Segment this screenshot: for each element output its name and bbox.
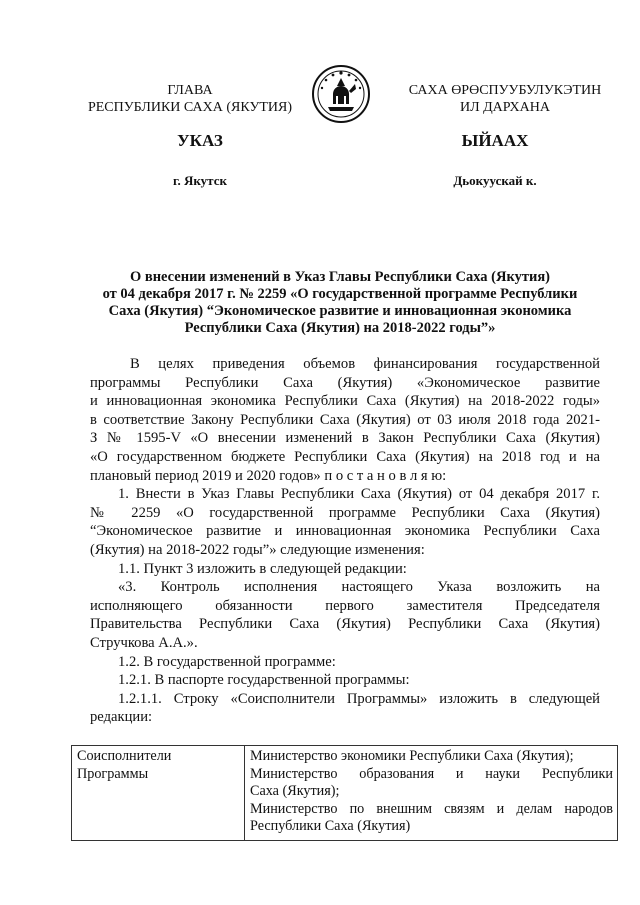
paragraph-line: плановый период 2019 и 2020 годов» п о с т а н о в л я ю: [90, 467, 447, 484]
paragraph-line: в соответствие Закону Республики Саха (Якутия) от 03 июля 2018 года 2021- [90, 411, 600, 428]
issuer-left-line2: РЕСПУБЛИКИ САХА (ЯКУТИЯ) [87, 100, 293, 115]
paragraph-line: Правительства Республики Саха (Якутия) Республики Саха (Якутия) [90, 616, 600, 633]
city-left: г. Якутск [173, 173, 227, 188]
title-line: от 04 декабря 2017 г. № 2259 «О государственной программе Республики [102, 286, 578, 302]
issuer-left-line1: ГЛАВА [167, 83, 213, 98]
paragraph-line: «3. Контроль исполнения настоящего Указа возложить на [118, 579, 600, 596]
table-label-cell [72, 746, 245, 841]
city-right: Дьокуускай к. [453, 173, 537, 188]
table-row [72, 746, 618, 841]
paragraph-line: «О государственном бюджете Республики Саха (Якутия) на 2018 год и на [90, 448, 600, 465]
co-executors-table [71, 745, 618, 841]
issuer-right-line1: САХА ӨРӨСПУУБУЛУКЭТИН [408, 83, 602, 98]
table-label-line: Программы [77, 765, 149, 782]
document-body [90, 355, 600, 727]
doc-type-left: УКАЗ [177, 131, 223, 150]
table-entry-line: Министерство образования и науки Республики [250, 765, 613, 782]
paragraph-line: (Якутия) на 2018-2022 годы”» следующие изменения: [90, 541, 425, 558]
paragraph-line: и инновационная экономика Республики Саха (Якутия) на 2018-2022 годы» [90, 393, 600, 410]
table-entry-line: Саха (Якутия); [250, 783, 340, 799]
issuer-right [390, 82, 620, 116]
paragraph-line: программы Республики Саха (Якутия) «Экономическое развитие [90, 374, 600, 391]
title-line: Республики Саха (Якутия) на 2018-2022 годы”» [184, 320, 496, 336]
paragraph-line: исполняющего обязанности первого заместителя Председателя [90, 597, 600, 614]
issuer-left [70, 82, 310, 116]
paragraph-line: “Экономическое развитие и инновационная экономика Республики Саха [90, 523, 600, 540]
table-value-cell [245, 746, 618, 841]
paragraph-line: 1.1. Пункт 3 изложить в следующей редакции: [118, 560, 407, 577]
paragraph-line: З № 1595-V «О внесении изменений в Закон Республики Саха (Якутия) [90, 430, 600, 447]
paragraph-line: 1. Внести в Указ Главы Республики Саха (Якутия) от 04 декабря 2017 г. [118, 486, 600, 503]
table-entry-line: Республики Саха (Якутия) [250, 818, 411, 834]
doc-type-right: ЫЙААХ [461, 131, 529, 150]
issuer-right-line2: ИЛ ДАРХАНА [459, 100, 550, 115]
title-line: Саха (Якутия) “Экономическое развитие и инновационная экономика [108, 303, 572, 319]
paragraph-line: редакции: [90, 709, 153, 726]
paragraph-line: 1.2. В государственной программе: [118, 653, 336, 670]
document-title [90, 269, 590, 337]
table-entry-line: Министерство по внешним связям и делам народов [250, 800, 613, 817]
paragraph-line: Стручкова А.А.». [90, 634, 198, 651]
paragraph-line: 1.2.1. В паспорте государственной программы: [118, 672, 410, 689]
paragraph-line: В целях приведения объемов финансирования государственной [130, 356, 600, 372]
title-line: О внесении изменений в Указ Главы Республики Саха (Якутия) [129, 269, 551, 285]
table-label-line: Соисполнители [77, 748, 172, 764]
paragraph-line: 1.2.1.1. Строку «Соисполнители Программы» изложить в следующей [118, 690, 600, 707]
table-entry-line: Министерство экономики Республики Саха (Якутия); [250, 748, 574, 764]
republic-emblem-icon [311, 64, 371, 124]
paragraph-line: № 2259 «О государственной программе Республики Саха (Якутия) [90, 504, 600, 521]
